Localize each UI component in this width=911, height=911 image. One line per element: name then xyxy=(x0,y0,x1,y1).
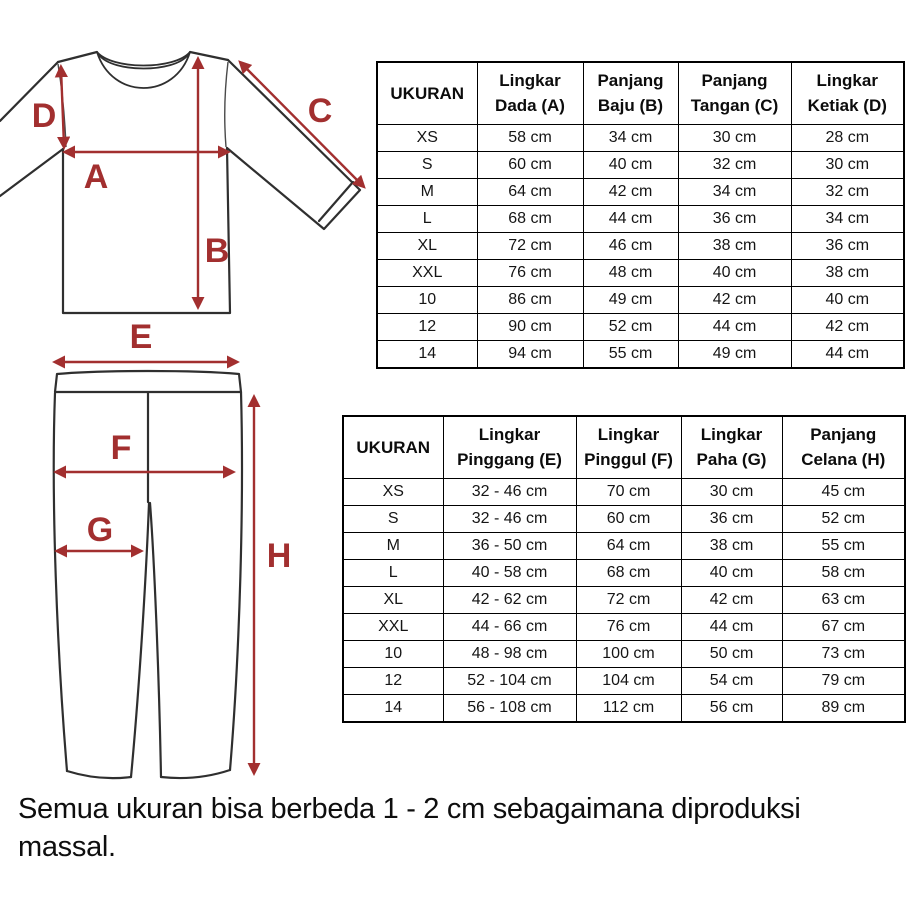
table-row xyxy=(343,559,905,586)
table-row xyxy=(343,505,905,532)
measurement-cell: 40 cm xyxy=(791,286,904,313)
measurement-cell: 40 cm xyxy=(681,559,782,586)
measurement-cell: 45 cm xyxy=(782,478,905,505)
size-cell: 10 xyxy=(343,640,443,667)
measurement-cell: 30 cm xyxy=(681,478,782,505)
header-row xyxy=(377,62,904,124)
table-row xyxy=(343,613,905,640)
size-cell: XS xyxy=(343,478,443,505)
measurement-cell: 79 cm xyxy=(782,667,905,694)
measurement-cell: 54 cm xyxy=(681,667,782,694)
shirt-diagram xyxy=(0,25,375,325)
measurement-cell: 46 cm xyxy=(583,232,678,259)
measurement-cell: 70 cm xyxy=(576,478,681,505)
label-g: G xyxy=(86,511,114,549)
pants-measure-arrows xyxy=(56,362,254,772)
table-row xyxy=(377,124,904,151)
measurement-cell: 64 cm xyxy=(477,178,583,205)
measurement-cell: 73 cm xyxy=(782,640,905,667)
measurement-cell: 42 cm xyxy=(583,178,678,205)
pants-outline xyxy=(54,371,242,778)
shirt-outline xyxy=(0,52,360,313)
measurement-cell: 42 cm xyxy=(681,586,782,613)
size-cell: 12 xyxy=(377,313,477,340)
measurement-cell: 94 cm xyxy=(477,340,583,368)
measurement-cell: 44 cm xyxy=(583,205,678,232)
size-cell: XS xyxy=(377,124,477,151)
table-row xyxy=(377,286,904,313)
size-cell: S xyxy=(377,151,477,178)
label-d: D xyxy=(31,97,57,135)
measurement-cell: 30 cm xyxy=(791,151,904,178)
measurement-cell: 44 cm xyxy=(681,613,782,640)
label-a: A xyxy=(83,158,109,196)
measurement-cell: 34 cm xyxy=(678,178,791,205)
arrow-c xyxy=(241,63,363,186)
measurement-cell: 63 cm xyxy=(782,586,905,613)
table-row xyxy=(377,178,904,205)
table-row xyxy=(377,205,904,232)
size-cell: XL xyxy=(343,586,443,613)
measurement-cell: 32 cm xyxy=(791,178,904,205)
measurement-cell: 90 cm xyxy=(477,313,583,340)
measurement-cell: 44 cm xyxy=(791,340,904,368)
measurement-cell: 34 cm xyxy=(583,124,678,151)
label-f: F xyxy=(110,429,132,467)
table-row xyxy=(377,340,904,368)
measurement-cell: 86 cm xyxy=(477,286,583,313)
measurement-cell: 56 - 108 cm xyxy=(443,694,576,722)
size-cell: 14 xyxy=(343,694,443,722)
measurement-cell: 76 cm xyxy=(576,613,681,640)
size-cell: XXL xyxy=(343,613,443,640)
measurement-cell: 104 cm xyxy=(576,667,681,694)
measurement-cell: 112 cm xyxy=(576,694,681,722)
measurement-cell: 50 cm xyxy=(681,640,782,667)
measurement-cell: 32 - 46 cm xyxy=(443,478,576,505)
measurement-cell: 58 cm xyxy=(782,559,905,586)
size-cell: L xyxy=(377,205,477,232)
table-row xyxy=(343,667,905,694)
shirt-size-table xyxy=(376,61,905,369)
measurement-cell: 36 cm xyxy=(678,205,791,232)
table-row xyxy=(343,694,905,722)
measurement-cell: 32 cm xyxy=(678,151,791,178)
label-e: E xyxy=(129,320,153,356)
measurement-cell: 72 cm xyxy=(576,586,681,613)
measurement-cell: 30 cm xyxy=(678,124,791,151)
measurement-cell: 52 cm xyxy=(583,313,678,340)
measurement-cell: 48 cm xyxy=(583,259,678,286)
size-cell: M xyxy=(343,532,443,559)
col-header-lingkar-pinggul: Lingkar Pinggul (F) xyxy=(576,416,681,478)
measurement-cell: 60 cm xyxy=(576,505,681,532)
size-cell: S xyxy=(343,505,443,532)
measurement-cell: 49 cm xyxy=(583,286,678,313)
measurement-cell: 40 cm xyxy=(583,151,678,178)
header-row xyxy=(343,416,905,478)
col-header-lingkar-ketiak: Lingkar Ketiak (D) xyxy=(791,62,904,124)
measurement-cell: 42 cm xyxy=(791,313,904,340)
measurement-cell: 32 - 46 cm xyxy=(443,505,576,532)
measurement-cell: 38 cm xyxy=(681,532,782,559)
measurement-cell: 68 cm xyxy=(477,205,583,232)
table-row xyxy=(377,313,904,340)
size-cell: XL xyxy=(377,232,477,259)
col-header-lingkar-dada: Lingkar Dada (A) xyxy=(477,62,583,124)
col-header-panjang-baju: Panjang Baju (B) xyxy=(583,62,678,124)
col-header-lingkar-paha: Lingkar Paha (G) xyxy=(681,416,782,478)
measurement-cell: 34 cm xyxy=(791,205,904,232)
measurement-cell: 38 cm xyxy=(678,232,791,259)
measurement-cell: 72 cm xyxy=(477,232,583,259)
measurement-cell: 40 cm xyxy=(678,259,791,286)
measurement-cell: 42 cm xyxy=(678,286,791,313)
measurement-cell: 64 cm xyxy=(576,532,681,559)
measurement-cell: 44 cm xyxy=(678,313,791,340)
size-cell: L xyxy=(343,559,443,586)
col-header-lingkar-pinggang: Lingkar Pinggang (E) xyxy=(443,416,576,478)
measurement-cell: 36 - 50 cm xyxy=(443,532,576,559)
measurement-cell: 44 - 66 cm xyxy=(443,613,576,640)
col-header-panjang-celana: Panjang Celana (H) xyxy=(782,416,905,478)
measurement-cell: 55 cm xyxy=(782,532,905,559)
measurement-cell: 36 cm xyxy=(681,505,782,532)
measurement-cell: 60 cm xyxy=(477,151,583,178)
size-cell: 10 xyxy=(377,286,477,313)
measurement-cell: 48 - 98 cm xyxy=(443,640,576,667)
measurement-cell: 89 cm xyxy=(782,694,905,722)
measurement-cell: 49 cm xyxy=(678,340,791,368)
table-row xyxy=(377,259,904,286)
measurement-cell: 52 cm xyxy=(782,505,905,532)
label-h: H xyxy=(266,537,292,575)
table-row xyxy=(343,532,905,559)
size-cell: 12 xyxy=(343,667,443,694)
label-c: C xyxy=(307,92,333,130)
measurement-cell: 38 cm xyxy=(791,259,904,286)
pants-size-table xyxy=(342,415,906,723)
measurement-cell: 68 cm xyxy=(576,559,681,586)
tolerance-note: Semua ukuran bisa berbeda 1 - 2 cm sebagaimana diproduksi massal. xyxy=(18,793,801,863)
pants-diagram xyxy=(0,320,340,790)
table-row xyxy=(343,478,905,505)
col-header-panjang-tangan: Panjang Tangan (C) xyxy=(678,62,791,124)
measurement-cell: 76 cm xyxy=(477,259,583,286)
arrow-d xyxy=(61,68,64,146)
measurement-cell: 52 - 104 cm xyxy=(443,667,576,694)
table-row xyxy=(377,232,904,259)
measurement-cell: 36 cm xyxy=(791,232,904,259)
measurement-cell: 40 - 58 cm xyxy=(443,559,576,586)
measurement-cell: 67 cm xyxy=(782,613,905,640)
measurement-cell: 56 cm xyxy=(681,694,782,722)
label-b: B xyxy=(204,232,230,270)
table-row xyxy=(343,586,905,613)
measurement-cell: 100 cm xyxy=(576,640,681,667)
size-cell: M xyxy=(377,178,477,205)
measurement-cell: 55 cm xyxy=(583,340,678,368)
measurement-cell: 58 cm xyxy=(477,124,583,151)
size-cell: XXL xyxy=(377,259,477,286)
col-header-ukuran: UKURAN xyxy=(377,62,477,124)
table-row xyxy=(377,151,904,178)
size-cell: 14 xyxy=(377,340,477,368)
measurement-cell: 28 cm xyxy=(791,124,904,151)
measurement-cell: 42 - 62 cm xyxy=(443,586,576,613)
table-row xyxy=(343,640,905,667)
col-header-ukuran: UKURAN xyxy=(343,416,443,478)
